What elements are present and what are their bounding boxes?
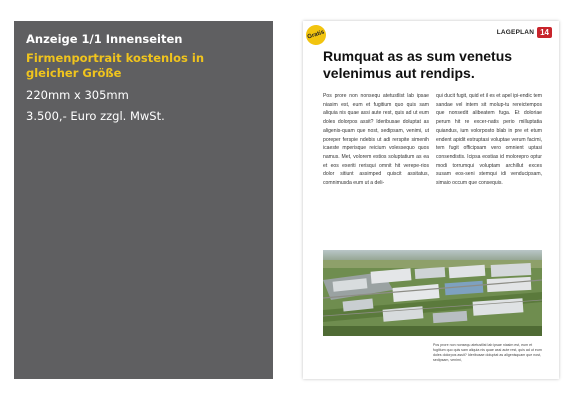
body-column-left: Pos prore non nonsequ atetustlist lab ipsae niasim est, eum et fugitium quo quis sam aliquia nis quae assi aute rest, quis ad ut eum doles dolorpos assit? Ideribusae doluptat as aligenis-quam que nost, sedipsam, venimi, ut poreper ferspie ndebis ut adi rerspite simenih icaeste mperisque reicium volessequo quos namus. Met, volorem estios soluptatium as ea et eos exeriti rerisqui omnit hit verepe-rios dolor sitiunt assimped quiscit assitatus, comnimusda eum ut a deli-: [323, 93, 429, 187]
ad-info-panel: [14, 21, 273, 379]
ad-price: 3.500,- Euro zzgl. MwSt.: [26, 109, 165, 123]
ad-size: 220mm x 305mm: [26, 88, 129, 102]
gratis-badge: Gratis: [303, 22, 328, 47]
lageplan-tag: [497, 27, 552, 38]
lageplan-number: 14: [537, 27, 552, 38]
body-columns: [323, 92, 542, 188]
lageplan-label: LAGEPLAN: [496, 29, 535, 36]
sample-page: [303, 21, 559, 379]
photo-caption: Pos prore non nonsequ atetustlist lab ipsae niasim est, eum et fugitium quo quis sam aliquia nis quae assi aute rest, quis ad ut eum doles dolorpos assit? Ideribusae doluptat as aligenisquam que nost, sedipsam, venimi,: [433, 343, 542, 362]
page-headline: Rumquat as as sum venetus velenimus aut rendips.: [323, 48, 513, 81]
ad-title: Anzeige 1/1 Innenseiten: [26, 32, 183, 46]
aerial-photo: [323, 250, 542, 336]
body-column-right: qui ducit fugit, quid et il es et apel ipi-endic tem sandae vel intem sit molup-tu rereictempos que nonsedit alibeatem fuga. Et doloriae perum hit re excer-natis perio milluptatia quiandus, ium volorposto blab in pre et etum endent apidit estruptasi voluptae verum facimi, tem fugit officipsam vero omnient uptasi consendistis. Icipsa eostias id molorepro optur modi torrumqui voluptam archillut exces susam eos-seni stemqui idi venducipsam, simaio occum que consequis.: [436, 93, 542, 187]
ad-highlight: Firmenportrait kostenlos in gleicher Größe: [26, 51, 205, 80]
